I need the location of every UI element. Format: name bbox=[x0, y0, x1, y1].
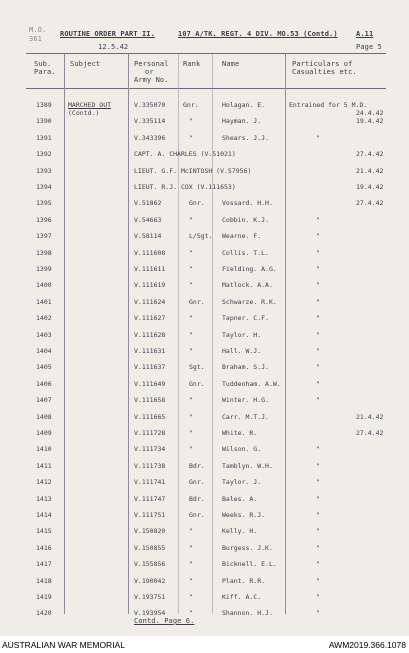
soldier-name: Plant. R.R. bbox=[222, 576, 266, 585]
table-row bbox=[0, 199, 409, 217]
rank: Gnr. bbox=[189, 199, 205, 208]
army-number: LIEUT. G.F. McINTOSH (V.57956) bbox=[134, 166, 252, 175]
table-row bbox=[0, 281, 409, 299]
particulars: " bbox=[316, 494, 320, 503]
particulars: Entrained for 5 M.D. bbox=[289, 101, 368, 109]
subject-continued: (Contd.) bbox=[68, 109, 100, 117]
soldier-name: Shears. J.J. bbox=[222, 133, 269, 142]
particulars: 21.4.42 bbox=[356, 412, 384, 421]
para-number: 1412 bbox=[36, 478, 52, 487]
header-rule-top bbox=[26, 53, 386, 54]
table-row bbox=[0, 167, 409, 185]
col-rank: Rank bbox=[183, 60, 201, 68]
para-number: 1411 bbox=[36, 461, 52, 470]
army-number: V.335114 bbox=[134, 117, 166, 126]
rank: " bbox=[189, 527, 193, 536]
soldier-name: Tuddenham. A.W. bbox=[222, 379, 281, 388]
table-row bbox=[0, 232, 409, 250]
army-number: V.343396 bbox=[134, 133, 166, 142]
rank: " bbox=[189, 314, 193, 323]
continued-note: Contd. Page 6. bbox=[134, 617, 195, 625]
particulars: " bbox=[316, 379, 320, 388]
para-number: 1397 bbox=[36, 232, 52, 241]
order-title: ROUTINE ORDER PART II. bbox=[60, 30, 155, 38]
table-row bbox=[0, 413, 409, 431]
table-row bbox=[0, 314, 409, 332]
soldier-name: Bales. A. bbox=[222, 494, 258, 503]
rank: Gnr. bbox=[183, 101, 199, 109]
soldier-name: Wearne. F. bbox=[222, 232, 262, 241]
para-number: 1400 bbox=[36, 281, 52, 290]
col-particulars-line1: Particulars of bbox=[292, 60, 353, 68]
soldier-name: White. R. bbox=[222, 429, 258, 437]
table-row bbox=[0, 429, 409, 447]
soldier-name: Tapner. C.F. bbox=[222, 314, 269, 323]
para-number: 1390 bbox=[36, 117, 52, 126]
particulars: " bbox=[316, 347, 320, 355]
particulars: " bbox=[316, 560, 320, 569]
soldier-name: Taylor. J. bbox=[222, 478, 262, 487]
rank: " bbox=[189, 543, 193, 552]
army-number: V.51862 bbox=[134, 199, 162, 208]
rank: " bbox=[189, 117, 193, 126]
rank: " bbox=[189, 248, 193, 257]
army-number: V.111628 bbox=[134, 330, 166, 339]
header-rule-bottom bbox=[26, 88, 386, 89]
para-number: 1415 bbox=[36, 527, 52, 536]
particulars: 21.4.42 bbox=[356, 166, 384, 175]
army-number: V.111631 bbox=[134, 347, 166, 355]
table-row bbox=[0, 265, 409, 283]
army-number: V.111608 bbox=[134, 248, 166, 257]
table-row bbox=[0, 511, 409, 529]
army-number: V.193954 bbox=[134, 609, 166, 618]
army-number: V.111658 bbox=[134, 396, 166, 405]
particulars: " bbox=[316, 232, 320, 241]
mo-label: M.O. bbox=[29, 26, 47, 34]
col-sub-para-line2: Para. bbox=[34, 68, 56, 76]
rank: " bbox=[189, 560, 193, 569]
rank: " bbox=[189, 396, 193, 405]
para-number: 1416 bbox=[36, 543, 52, 552]
col-subject: Subject bbox=[70, 60, 101, 68]
rank: " bbox=[189, 576, 193, 585]
particulars: " bbox=[316, 281, 320, 290]
table-row bbox=[0, 380, 409, 398]
army-number: V.190042 bbox=[134, 576, 166, 585]
particulars: " bbox=[316, 330, 320, 339]
rank: " bbox=[189, 281, 193, 290]
soldier-name: Carr. M.T.J. bbox=[222, 412, 269, 421]
para-number: 1414 bbox=[36, 511, 52, 519]
soldier-name: Burgess. J.K. bbox=[222, 543, 273, 552]
particulars: " bbox=[316, 609, 320, 618]
col-personal-line3: Army No. bbox=[134, 76, 169, 84]
table-row bbox=[0, 150, 409, 168]
particulars: " bbox=[316, 363, 320, 372]
mo-number: 361 bbox=[29, 35, 42, 43]
rank: " bbox=[189, 429, 193, 437]
army-number: V.111619 bbox=[134, 281, 166, 290]
table-row bbox=[0, 134, 409, 152]
army-number: V.111741 bbox=[134, 478, 166, 487]
rank: " bbox=[189, 265, 193, 273]
particulars: " bbox=[316, 543, 320, 552]
para-number: 1409 bbox=[36, 429, 52, 437]
table-row bbox=[0, 249, 409, 267]
army-number: V.54663 bbox=[134, 215, 162, 224]
army-number: V.111747 bbox=[134, 494, 166, 503]
particulars: " bbox=[316, 396, 320, 405]
sheet-reference: A.11 bbox=[356, 30, 374, 38]
particulars: 27.4.42 bbox=[356, 199, 384, 208]
army-number: CAPT. A. CHARLES (V.51021) bbox=[134, 150, 236, 159]
para-number: 1398 bbox=[36, 248, 52, 257]
soldier-name: Fielding. A.G. bbox=[222, 265, 277, 273]
rank: " bbox=[189, 609, 193, 618]
particulars: " bbox=[316, 265, 320, 273]
rank: " bbox=[189, 347, 193, 355]
col-sub-para-line1: Sub. bbox=[34, 60, 52, 68]
para-number: 1401 bbox=[36, 297, 52, 306]
army-number: LIEUT. R.J. COX (V.111653) bbox=[134, 183, 236, 191]
para-number: 1405 bbox=[36, 363, 52, 372]
para-number: 1393 bbox=[36, 166, 52, 175]
soldier-name: Hall. W.J. bbox=[222, 347, 262, 355]
rank: " bbox=[189, 412, 193, 421]
soldier-name: Hayman. J. bbox=[222, 117, 262, 126]
soldier-name: Vossard. H.H. bbox=[222, 199, 273, 208]
soldier-name: Tamblyn. W.H. bbox=[222, 461, 273, 470]
col-name: Name bbox=[222, 60, 240, 68]
para-number: 1399 bbox=[36, 265, 52, 273]
table-row bbox=[0, 101, 409, 119]
col-personal-line2: or bbox=[145, 68, 154, 76]
particulars-date: 24.4.42 bbox=[356, 109, 384, 117]
rank: " bbox=[189, 445, 193, 454]
army-number: V.111751 bbox=[134, 511, 166, 519]
archive-reference: AWM2019.366.1078 bbox=[328, 640, 406, 650]
para-number: 1419 bbox=[36, 593, 52, 601]
soldier-name: Kelly. H. bbox=[222, 527, 258, 536]
para-number: 1410 bbox=[36, 445, 52, 454]
table-row bbox=[0, 183, 409, 201]
table-row bbox=[0, 527, 409, 545]
table-row bbox=[0, 560, 409, 578]
col-personal-line1: Personal bbox=[134, 60, 169, 68]
particulars: " bbox=[316, 511, 320, 519]
soldier-name: Holagan. E. bbox=[222, 101, 266, 109]
archive-footer bbox=[0, 636, 409, 653]
table-row bbox=[0, 117, 409, 135]
para-number: 1391 bbox=[36, 133, 52, 142]
army-number: V.111665 bbox=[134, 412, 166, 421]
army-number: V.111637 bbox=[134, 363, 166, 372]
particulars: " bbox=[316, 593, 320, 601]
para-number: 1406 bbox=[36, 379, 52, 388]
army-number: V.150820 bbox=[134, 527, 166, 536]
para-number: 1394 bbox=[36, 183, 52, 191]
particulars: " bbox=[316, 527, 320, 536]
table-row bbox=[0, 609, 409, 627]
rank: Bdr. bbox=[189, 461, 205, 470]
para-number: 1403 bbox=[36, 330, 52, 339]
soldier-name: Collis. T.L. bbox=[222, 248, 269, 257]
unit-reference: 107 A/TK. REGT. 4 DIV. MO.53 (Contd.) bbox=[178, 30, 338, 38]
para-number: 1395 bbox=[36, 199, 52, 208]
soldier-name: Shannon. H.J. bbox=[222, 609, 273, 618]
soldier-name: Taylor. H. bbox=[222, 330, 262, 339]
army-number: V.150855 bbox=[134, 543, 166, 552]
army-number: V.58114 bbox=[134, 232, 162, 241]
rank: Gnr. bbox=[189, 379, 205, 388]
army-number: V.335070 bbox=[134, 101, 166, 109]
table-row bbox=[0, 478, 409, 496]
table-row bbox=[0, 593, 409, 611]
rank: " bbox=[189, 133, 193, 142]
para-number: 1389 bbox=[36, 101, 52, 109]
para-number: 1392 bbox=[36, 150, 52, 159]
archive-name: AUSTRALIAN WAR MEMORIAL bbox=[2, 640, 125, 650]
soldier-name: Wilson. G. bbox=[222, 445, 262, 454]
subject-text: MARCHED OUT bbox=[68, 101, 112, 109]
particulars: " bbox=[316, 461, 320, 470]
particulars: " bbox=[316, 215, 320, 224]
soldier-name: Winter. H.G. bbox=[222, 396, 269, 405]
order-date: 12.5.42 bbox=[98, 43, 129, 51]
col-particulars-line2: Casualties etc. bbox=[292, 68, 357, 76]
particulars: " bbox=[316, 248, 320, 257]
army-number: V.111624 bbox=[134, 297, 166, 306]
rank: " bbox=[189, 330, 193, 339]
para-number: 1407 bbox=[36, 396, 52, 405]
table-row bbox=[0, 363, 409, 381]
soldier-name: Weeks. R.J. bbox=[222, 511, 266, 519]
table-row bbox=[0, 298, 409, 316]
para-number: 1417 bbox=[36, 560, 52, 569]
page-number: Page 5 bbox=[356, 43, 382, 51]
soldier-name: Schwarze. R.K. bbox=[222, 297, 277, 306]
table-row bbox=[0, 577, 409, 595]
soldier-name: Cobbin. K.J. bbox=[222, 215, 269, 224]
table-row bbox=[0, 462, 409, 480]
para-number: 1418 bbox=[36, 576, 52, 585]
table-row bbox=[0, 347, 409, 365]
rank: L/Sgt. bbox=[189, 232, 213, 241]
army-number: V.193751 bbox=[134, 593, 166, 601]
particulars: 19.4.42 bbox=[356, 117, 384, 126]
para-number: 1396 bbox=[36, 215, 52, 224]
soldier-name: Kiff. A.C. bbox=[222, 593, 262, 601]
army-number: V.155856 bbox=[134, 560, 166, 569]
army-number: V.111728 bbox=[134, 429, 166, 437]
particulars: 27.4.42 bbox=[356, 150, 384, 159]
para-number: 1404 bbox=[36, 347, 52, 355]
para-number: 1420 bbox=[36, 609, 52, 618]
particulars: 19.4.42 bbox=[356, 183, 384, 191]
particulars: 27.4.42 bbox=[356, 429, 384, 437]
particulars: " bbox=[316, 133, 320, 142]
table-row bbox=[0, 216, 409, 234]
table-row bbox=[0, 445, 409, 463]
army-number: V.111611 bbox=[134, 265, 166, 273]
particulars: " bbox=[316, 478, 320, 487]
rank: Sgt. bbox=[189, 363, 205, 372]
table-row bbox=[0, 396, 409, 414]
table-row bbox=[0, 544, 409, 562]
army-number: V.111734 bbox=[134, 445, 166, 454]
soldier-name: Braham. S.J. bbox=[222, 363, 269, 372]
soldier-name: Bicknell. E.L. bbox=[222, 560, 277, 569]
rank: Gnr. bbox=[189, 297, 205, 306]
soldier-name: Matlock. A.A. bbox=[222, 281, 273, 290]
particulars: " bbox=[316, 314, 320, 323]
para-number: 1408 bbox=[36, 412, 52, 421]
rank: Bdr. bbox=[189, 494, 205, 503]
particulars: " bbox=[316, 297, 320, 306]
table-row bbox=[0, 331, 409, 349]
rank: " bbox=[189, 593, 193, 601]
particulars: " bbox=[316, 445, 320, 454]
particulars: " bbox=[316, 576, 320, 585]
para-number: 1402 bbox=[36, 314, 52, 323]
rank: Gnr. bbox=[189, 478, 205, 487]
table-row bbox=[0, 495, 409, 513]
army-number: V.111738 bbox=[134, 461, 166, 470]
army-number: V.111627 bbox=[134, 314, 166, 323]
para-number: 1413 bbox=[36, 494, 52, 503]
rank: Gnr. bbox=[189, 511, 205, 519]
rank: " bbox=[189, 215, 193, 224]
army-number: V.111649 bbox=[134, 379, 166, 388]
